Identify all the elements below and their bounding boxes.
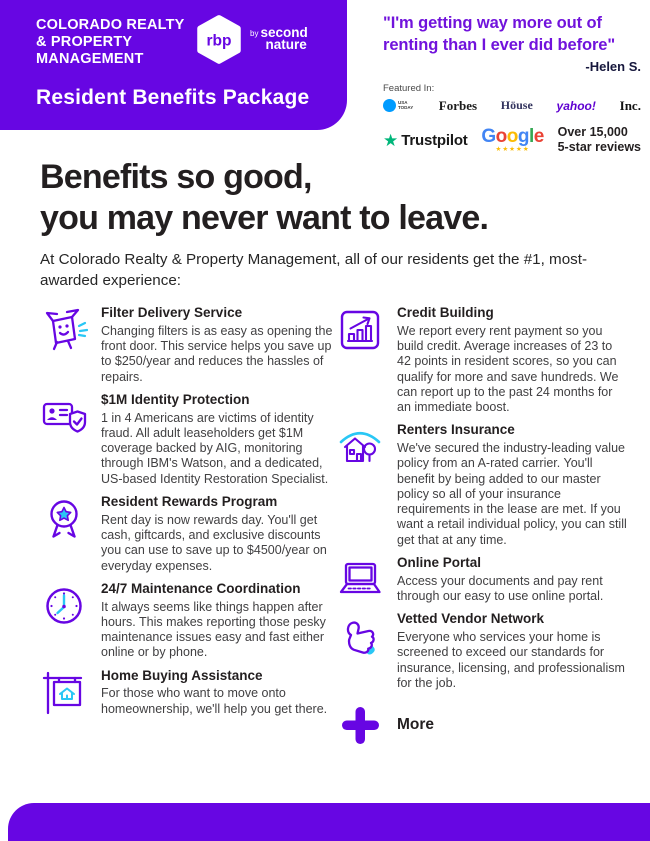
package-title: Resident Benefits Package (36, 86, 310, 109)
headline-line1: Benefits so good, (40, 158, 312, 196)
usa-today-text: USA TODAY (398, 99, 414, 110)
bar-chart-growth-icon (336, 306, 384, 354)
footer-bar (8, 803, 650, 841)
rbp-logo (190, 12, 248, 70)
benefit-item-rewards (40, 495, 336, 574)
benefit-title: Vetted Vendor Network (397, 611, 545, 627)
benefit-item-home-buying (40, 669, 336, 717)
house-sign-icon (40, 669, 88, 717)
house-rainbow-icon (336, 423, 384, 471)
plus-icon (336, 701, 384, 749)
forbes-logo: Forbes (438, 97, 478, 113)
benefit-title: Online Portal (397, 554, 482, 570)
benefit-description: Rent day is now rewards day. You'll get cash, giftcards, and exclusive discounts you can use to save up to $4500/year on everyday expenses. (101, 512, 327, 573)
rbp-badge-icon (190, 12, 248, 70)
benefit-item-vendor-network (336, 612, 628, 691)
inc-logo: Inc. (619, 97, 641, 113)
clock-icon (40, 582, 88, 630)
reviews-count: Over 15,000 5-star reviews (557, 124, 641, 155)
benefit-description: 1 in 4 Americans are victims of identity fraud. All adult leaseholders get $1M coverage backed by AIG, monitoring through IBM's Watson, and a dedicated, US-based Identity Restoration Specialist. (101, 410, 329, 486)
google-stars-icon: ★★★★★ (495, 145, 530, 153)
usa-today-circle-icon (383, 99, 396, 112)
benefit-description: For those who want to move onto homeownership, we'll help you get there. (101, 686, 328, 716)
benefits-grid (40, 306, 628, 749)
page-headline (40, 157, 488, 239)
benefit-title: Home Buying Assistance (101, 667, 263, 683)
intro-paragraph: At Colorado Realty & Property Management, all of our residents get the #1, most-awarded experience: (40, 251, 588, 289)
laptop-icon (336, 556, 384, 604)
benefit-item-credit-building (336, 306, 628, 415)
benefit-title: Credit Building (397, 305, 494, 320)
benefit-title: Renters Insurance (397, 422, 515, 438)
benefit-description: It always seems like things happen after hours. This makes reporting those pesky maintenance issues easy and fast either online or by phone. (101, 599, 326, 660)
benefit-title: Filter Delivery Service (101, 305, 243, 320)
id-card-shield-icon (40, 393, 88, 441)
featured-logos-row (383, 98, 641, 114)
testimonial-attribution: -Helen S. (585, 58, 641, 74)
benefit-item-maintenance (40, 582, 336, 661)
filter-delivery-box-icon (40, 306, 88, 354)
benefit-description: Changing filters is as easy as opening the front door. This service helps you save up to $250/year and reduces the hassles of repairs. (101, 323, 333, 384)
award-ribbon-icon (40, 495, 88, 543)
trustpilot-logo (383, 132, 468, 149)
testimonial-quote: "I'm getting way more out of renting than I ever did before" (383, 14, 616, 54)
trustpilot-star-icon: ★ (383, 130, 399, 150)
google-logo (481, 127, 543, 154)
benefit-item-more (336, 701, 628, 749)
benefit-item-renters-insurance (336, 423, 628, 548)
header-banner (0, 0, 347, 130)
benefit-title: Resident Rewards Program (101, 493, 278, 509)
benefit-item-identity-protection (40, 393, 336, 487)
trustpilot-text: Trustpilot (401, 131, 468, 149)
second-nature-wordmark (250, 27, 308, 52)
benefit-description: Everyone who services your home is screened to exceed our standards for insurance, licensing, and professionalism for the job. (397, 630, 625, 690)
benefit-title: 24/7 Maintenance Coordination (101, 580, 301, 596)
yahoo-logo: yahoo! (556, 98, 596, 113)
benefits-left-column (40, 306, 336, 749)
company-name: COLORADO REALTY & PROPERTY MANAGEMENT (36, 17, 185, 68)
benefit-description: We report every rent payment so you build credit. Average increases of 23 to 42 points in resident scores, so you can qualify for more and save hundreds. We can report up to the past 24 months for an immediate boost. (397, 323, 619, 415)
more-label: More (397, 716, 435, 734)
reviews-row (383, 125, 641, 156)
rbp-badge-text: rbp (206, 32, 232, 50)
benefit-title: $1M Identity Protection (101, 391, 250, 407)
google-wordmark: Google (481, 125, 544, 147)
by-label: by (250, 29, 259, 38)
second-nature-line2: nature (265, 37, 307, 53)
house-logo: Höuse (500, 98, 533, 113)
benefits-right-column (336, 306, 628, 749)
headline-line2: you may never want to leave. (40, 198, 489, 237)
benefit-item-online-portal (336, 556, 628, 604)
benefit-description: We've secured the industry-leading value policy from an A-rated carrier. You'll benefit by being added to our master policy so all of your insurance requirements in the lease are met. If you want a retail individual policy, you can still get that at any time. (397, 441, 627, 547)
second-nature-line1: second (260, 25, 308, 40)
benefit-description: Access your documents and pay rent through our easy to use online portal. (397, 573, 604, 604)
featured-in-label: Featured In: (383, 82, 435, 94)
testimonial-block (383, 13, 641, 156)
thumbs-up-icon (336, 612, 384, 660)
benefit-item-filter-delivery (40, 306, 336, 385)
usa-today-logo (383, 99, 415, 112)
